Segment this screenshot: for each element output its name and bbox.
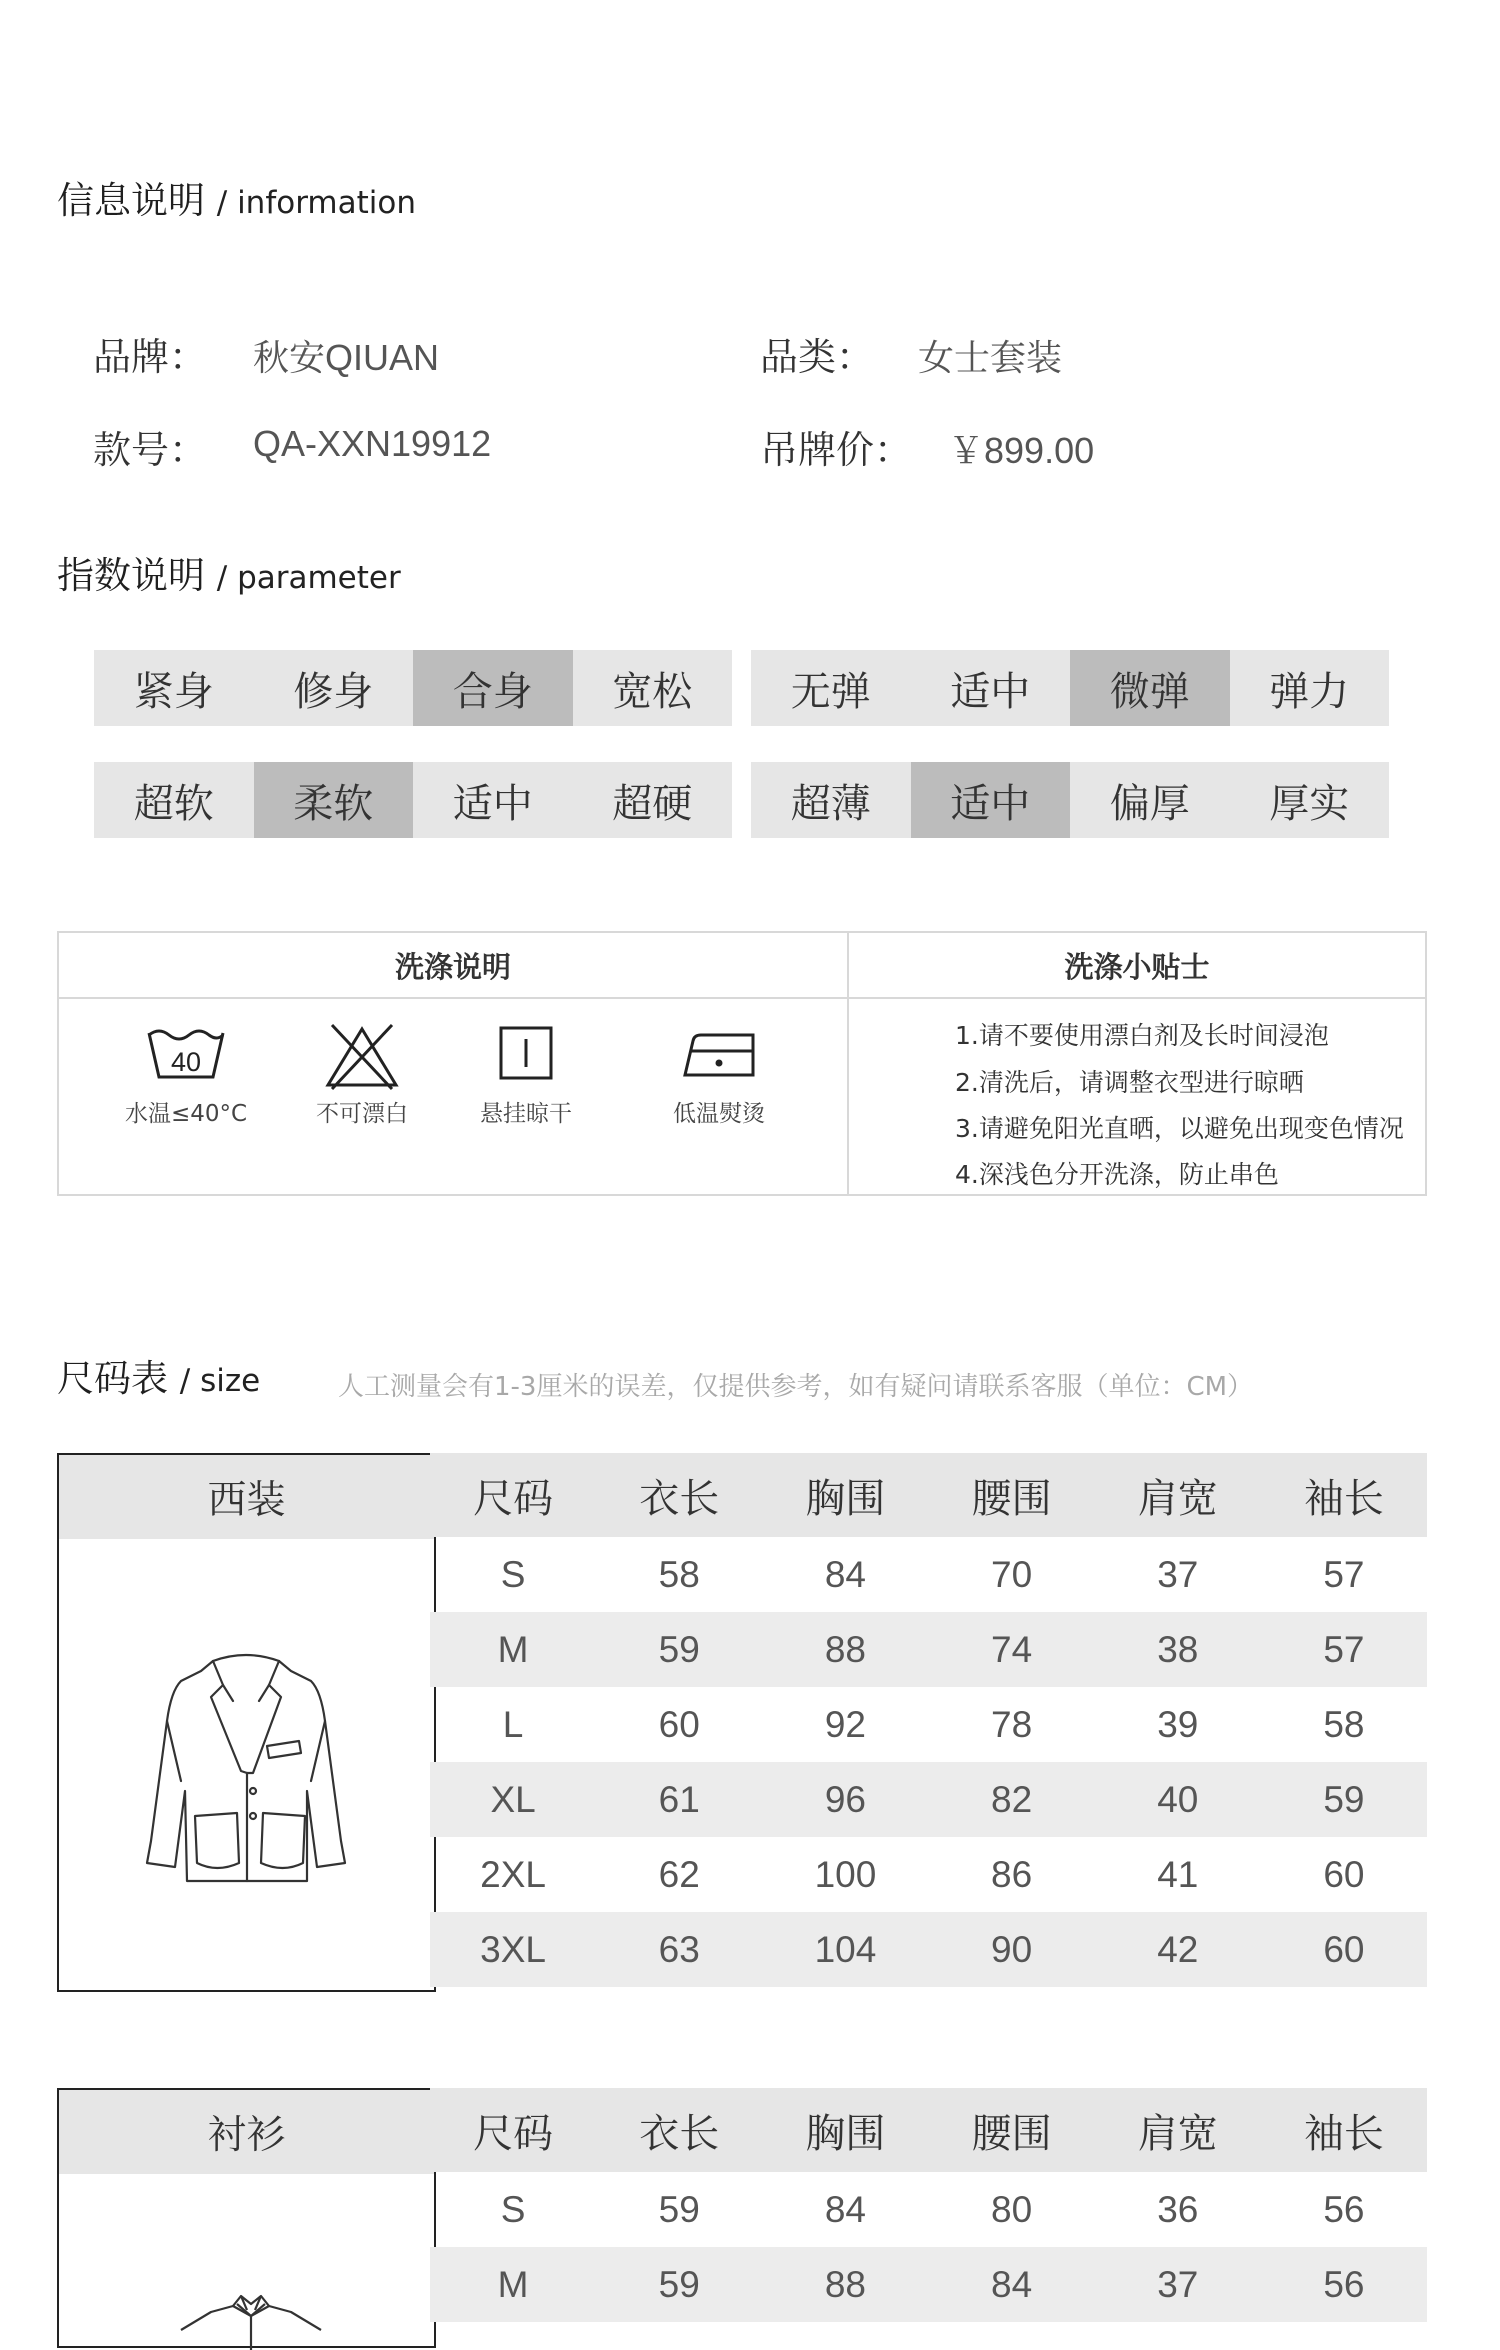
blazer-icon (141, 1641, 351, 1891)
table-cell: 82 (991, 1778, 1033, 1820)
table-cell: 60 (1323, 1853, 1365, 1895)
softness-option: 超硬 (612, 780, 693, 827)
thickness-option: 偏厚 (1109, 780, 1190, 827)
table-cell: 88 (824, 2263, 866, 2305)
wash-tip: 3.请避免阳光直晒，以避免出现变色情况 (955, 1114, 1404, 1143)
softness-option: 柔软 (254, 762, 414, 838)
table-cell: 2XL (480, 1853, 546, 1895)
column-header: 袖长 (1303, 1475, 1384, 1522)
table-row (430, 1537, 1427, 1612)
table-row (430, 1687, 1427, 1762)
shirt-name: 衬衫 (59, 2090, 434, 2174)
low-iron-item (654, 1023, 784, 1128)
thickness-option: 超薄 (790, 780, 871, 827)
table-cell: 38 (1157, 1628, 1199, 1670)
elasticity-option: 微弹 (1070, 650, 1230, 726)
table-cell: 80 (991, 2188, 1033, 2230)
care-table (57, 931, 1427, 1196)
table-header-row (430, 2088, 1427, 2172)
elasticity-option: 弹力 (1269, 668, 1350, 715)
suit-size-table (430, 1453, 1427, 1987)
parameter-title-en: / parameter (216, 560, 401, 596)
table-cell: 59 (658, 1628, 700, 1670)
low-iron-label: 低温熨烫 (673, 1101, 765, 1127)
table-cell: 42 (1157, 1928, 1199, 1970)
thickness-option: 厚实 (1269, 780, 1350, 827)
table-cell: 60 (1323, 1928, 1365, 1970)
fit-scale (94, 650, 732, 726)
parameter-title (57, 554, 401, 597)
shirt-picture-box (57, 2088, 436, 2348)
information-title-en: / information (216, 185, 416, 221)
size-title-cn: 尺码表 (57, 1357, 168, 1400)
size-title (57, 1357, 261, 1400)
elasticity-scale (751, 650, 1389, 726)
fit-option: 宽松 (612, 668, 693, 715)
table-cell: 88 (824, 1628, 866, 1670)
table-cell: 62 (658, 1853, 700, 1895)
hang-dry-item (461, 1023, 591, 1128)
table-row (430, 1837, 1427, 1912)
table-cell: 59 (1323, 1778, 1365, 1820)
column-header: 尺码 (473, 2110, 554, 2157)
table-cell: 90 (991, 1928, 1033, 1970)
table-row (430, 1612, 1427, 1687)
suit-name: 西装 (59, 1455, 434, 1539)
information-title-cn: 信息说明 (57, 179, 205, 222)
table-cell: 78 (991, 1703, 1033, 1745)
thickness-scale (751, 762, 1389, 838)
style-label: 款号： (93, 428, 208, 472)
table-cell: 56 (1323, 2263, 1365, 2305)
column-header: 衣长 (639, 2110, 720, 2157)
wash-instructions-title: 洗涤说明 (394, 949, 511, 984)
wash-40-icon (145, 1023, 227, 1083)
parameter-title-cn: 指数说明 (57, 554, 205, 597)
price-value: ￥899.00 (948, 430, 1095, 471)
column-header: 腰围 (971, 1475, 1052, 1522)
care-column-divider (847, 933, 849, 1194)
style-value: QA-XXN19912 (253, 423, 492, 464)
fit-option: 合身 (413, 650, 573, 726)
wash-tip: 2.清洗后，请调整衣型进行晾晒 (955, 1068, 1304, 1097)
table-cell: 84 (991, 2263, 1033, 2305)
table-header-row (430, 1453, 1427, 1537)
table-cell: 37 (1157, 2263, 1199, 2305)
hang-dry-label: 悬挂晾干 (480, 1101, 572, 1127)
table-cell: 3XL (480, 1928, 546, 1970)
column-header: 尺码 (473, 1475, 554, 1522)
table-cell: 41 (1157, 1853, 1199, 1895)
softness-option: 超软 (133, 780, 214, 827)
table-row (430, 1912, 1427, 1987)
table-cell: S (500, 2188, 526, 2230)
category-value: 女士套装 (918, 337, 1063, 378)
table-cell: 59 (658, 2263, 700, 2305)
table-cell: L (502, 1703, 524, 1745)
wash-40-item (111, 1023, 261, 1128)
column-header: 衣长 (639, 1475, 720, 1522)
table-row (430, 2172, 1427, 2247)
softness-option: 适中 (452, 780, 533, 827)
table-cell: 58 (658, 1553, 700, 1595)
fit-option: 紧身 (133, 668, 214, 715)
shirt-size-table (430, 2088, 1427, 2322)
column-header: 袖长 (1303, 2110, 1384, 2157)
brand-label: 品牌： (93, 335, 208, 379)
table-cell: 60 (658, 1703, 700, 1745)
table-cell: 40 (1157, 1778, 1199, 1820)
wash-40-label: 水温≤40°C (124, 1101, 248, 1127)
table-cell: 57 (1323, 1553, 1365, 1595)
table-cell: 104 (814, 1928, 877, 1970)
low-iron-icon (679, 1023, 759, 1083)
table-cell: 96 (824, 1778, 866, 1820)
table-row (430, 2247, 1427, 2322)
table-cell: 74 (991, 1628, 1033, 1670)
shirt-icon (171, 2290, 331, 2350)
no-bleach-icon (324, 1023, 400, 1091)
table-cell: 36 (1157, 2188, 1199, 2230)
price-label: 吊牌价： (760, 428, 913, 472)
table-cell: 59 (658, 2188, 700, 2230)
brand-value: 秋安QIUAN (253, 337, 440, 378)
table-cell: 39 (1157, 1703, 1199, 1745)
table-cell: 58 (1323, 1703, 1365, 1745)
column-header: 肩宽 (1137, 1475, 1218, 1522)
table-cell: 92 (824, 1703, 866, 1745)
fit-option: 修身 (293, 668, 374, 715)
table-cell: 100 (814, 1853, 877, 1895)
no-bleach-item (297, 1023, 427, 1128)
table-row (430, 1762, 1427, 1837)
wash-40-text: 40 (170, 1047, 202, 1077)
suit-picture-box (57, 1453, 436, 1992)
care-divider (59, 997, 1425, 999)
information-title (57, 179, 416, 222)
column-header: 胸围 (805, 2110, 886, 2157)
elasticity-option: 无弹 (790, 668, 871, 715)
column-header: 胸围 (805, 1475, 886, 1522)
category-label: 品类： (760, 335, 875, 379)
table-cell: M (497, 1628, 529, 1670)
table-cell: 84 (824, 2188, 866, 2230)
table-cell: M (497, 2263, 529, 2305)
table-cell: S (500, 1553, 526, 1595)
wash-tip: 1.请不要使用漂白剂及长时间浸泡 (955, 1021, 1329, 1050)
table-cell: 61 (658, 1778, 700, 1820)
wash-tip: 4.深浅色分开洗涤，防止串色 (955, 1160, 1279, 1189)
hang-dry-icon (496, 1023, 556, 1083)
table-cell: XL (490, 1778, 536, 1820)
column-header: 腰围 (971, 2110, 1052, 2157)
column-header: 肩宽 (1137, 2110, 1218, 2157)
softness-scale (94, 762, 732, 838)
wash-tips-title: 洗涤小贴士 (1064, 949, 1210, 984)
table-cell: 63 (658, 1928, 700, 1970)
table-cell: 57 (1323, 1628, 1365, 1670)
size-note: 人工测量会有1-3厘米的误差，仅提供参考，如有疑问请联系客服（单位：CM） (338, 1372, 1254, 1402)
size-title-en: / size (179, 1363, 261, 1399)
table-cell: 56 (1323, 2188, 1365, 2230)
table-cell: 86 (991, 1853, 1033, 1895)
thickness-option: 适中 (911, 762, 1071, 838)
no-bleach-label: 不可漂白 (316, 1101, 408, 1127)
table-cell: 37 (1157, 1553, 1199, 1595)
table-cell: 70 (991, 1553, 1033, 1595)
elasticity-option: 适中 (950, 668, 1031, 715)
table-cell: 84 (824, 1553, 866, 1595)
